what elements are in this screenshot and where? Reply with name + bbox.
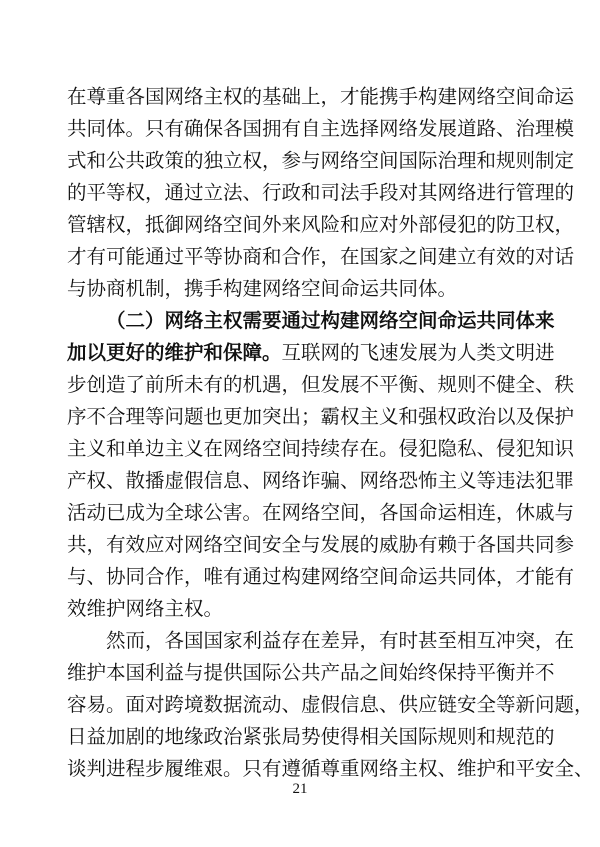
text-line: 式和公共政策的独立权，参与网络空间国际治理和规则制定 (67, 149, 575, 172)
text-line: 共，有效应对网络空间安全与发展的威胁有赖于各国共同参 (67, 533, 575, 556)
text-line: 的平等权，通过立法、行政和司法手段对其网络进行管理的 (67, 181, 575, 204)
text-line: 步创造了前所未有的机遇，但发展不平衡、规则不健全、秩 (67, 373, 575, 396)
text-line: 管辖权，抵御网络空间外来风险和应对外部侵犯的防卫权， (67, 213, 575, 236)
page-number: 21 (292, 781, 308, 797)
text-line: 才有可能通过平等协商和合作，在国家之间建立有效的对话 (67, 245, 575, 268)
text-line: 活动已成为全球公害。在网络空间，各国命运相连，休戚与 (67, 501, 575, 524)
text-line-mixed (67, 337, 555, 369)
text-line: 共同体。只有确保各国拥有自主选择网络发展道路、治理模 (67, 117, 575, 140)
text-line: 容易。面对跨境数据流动、虚假信息、供应链安全等新问题， (67, 693, 594, 716)
text-line: 日益加剧的地缘政治紧张局势使得相关国际规则和规范的 (67, 725, 555, 748)
text-line: 谈判进程步履维艰。只有遵循尊重网络主权、维护和平安全、 (67, 757, 594, 780)
section-heading-text: 加以更好的维护和保障。 (67, 341, 282, 364)
text-line: 与、协同合作，唯有通过构建网络空间命运共同体，才能有 (67, 565, 575, 588)
text-line: 维护本国利益与提供国际公共产品之间始终保持平衡并不 (67, 661, 555, 684)
text-line: 与协商机制，携手构建网络空间命运共同体。 (67, 277, 458, 300)
text-run: 互联网的飞速发展为人类文明进 (281, 341, 555, 364)
text-line: 序不合理等问题也更加突出；霸权主义和强权政治以及保护 (67, 405, 575, 428)
text-line: 效维护网络主权。 (67, 597, 224, 620)
section-heading-line: （二）网络主权需要通过构建网络空间命运共同体来 (106, 309, 555, 332)
text-line: 产权、散播虚假信息、网络诈骗、网络恐怖主义等违法犯罪 (67, 469, 575, 492)
text-line: 然而，各国国家利益存在差异，有时甚至相互冲突，在 (106, 629, 575, 652)
text-line: 主义和单边主义在网络空间持续存在。侵犯隐私、侵犯知识 (67, 437, 575, 460)
text-line: 在尊重各国网络主权的基础上，才能携手构建网络空间命运 (67, 85, 575, 108)
